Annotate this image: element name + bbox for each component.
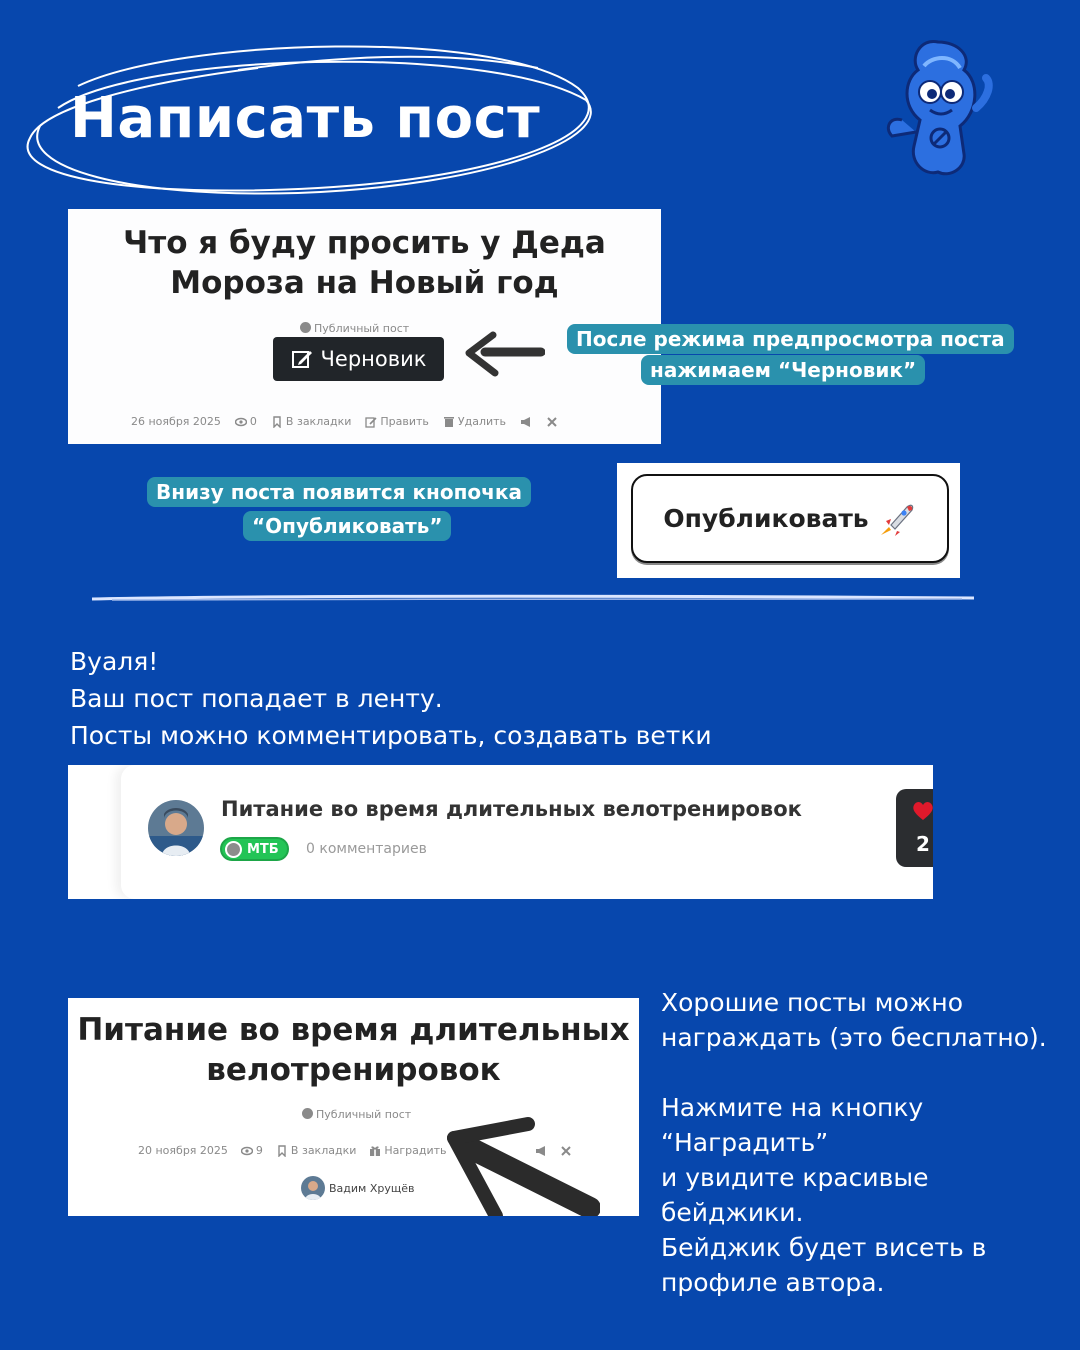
post-meta-row: [131, 415, 558, 428]
post-title-line: велотренировок: [206, 1052, 501, 1089]
visibility-label: [300, 322, 409, 335]
views-count: 9: [255, 1144, 263, 1157]
tools-icon: [546, 416, 558, 428]
intro-text: [70, 643, 712, 754]
author-link[interactable]: [301, 1176, 414, 1200]
megaphone-icon: [520, 416, 532, 428]
award-instructions: [661, 985, 1071, 1300]
bookmark-link[interactable]: [276, 1144, 356, 1157]
post-date: 20 ноября 2025: [138, 1144, 228, 1157]
publish-card: [617, 463, 960, 578]
edit-icon: [291, 348, 313, 370]
award-text-line: профиле автора.: [661, 1268, 885, 1297]
author-name: Вадим Хрущёв: [329, 1181, 415, 1195]
award-label: Наградить: [384, 1144, 447, 1157]
bookmark-icon: [276, 1145, 288, 1157]
bookmark-label: В закладки: [285, 415, 352, 428]
mascot-icon: [880, 36, 1000, 186]
award-link[interactable]: [369, 1144, 446, 1157]
avatar[interactable]: [148, 800, 204, 856]
award-text-line: Нажмите на кнопку “Наградить”: [661, 1093, 924, 1157]
edit-link[interactable]: [365, 415, 429, 428]
views-counter: [241, 1144, 263, 1157]
intro-line: Посты можно комментировать, создавать ветки: [70, 721, 712, 750]
publish-button-label: Опубликовать: [663, 504, 869, 533]
like-count: 2: [916, 831, 930, 856]
intro-line: Ваш пост попадает в ленту.: [70, 684, 443, 713]
pointer-arrow-icon: [463, 331, 545, 377]
author-avatar: [301, 1176, 325, 1200]
award-text-line: награждать (это бесплатно).: [661, 1023, 1047, 1052]
category-tag-label: МТБ: [247, 841, 279, 857]
award-text-line: и увидите красивые бейджики.: [661, 1163, 929, 1227]
draft-button[interactable]: [273, 337, 444, 381]
promote-button[interactable]: [520, 416, 532, 428]
paragraph-spacer: [661, 1055, 1071, 1090]
views-count: 0: [249, 415, 257, 428]
divider-line: [92, 594, 974, 604]
globe-icon: [300, 322, 311, 333]
award-post-card: [68, 998, 639, 1216]
rocket-icon: [877, 499, 917, 539]
post-date: 26 ноября 2025: [131, 415, 221, 428]
draft-button-label: Черновик: [320, 347, 427, 371]
feed-post-row[interactable]: [121, 765, 933, 899]
award-text-line: Бейджик будет висеть в: [661, 1233, 987, 1262]
award-text-line: Хорошие посты можно: [661, 988, 963, 1017]
edit-label: Править: [380, 415, 429, 428]
edit-icon: [365, 416, 377, 428]
delete-label: Удалить: [457, 415, 507, 428]
page-title: Написать пост: [70, 86, 541, 151]
feed-post-title[interactable]: Питание во время длительных велотренировок: [221, 797, 802, 821]
post-title: [68, 223, 661, 304]
delete-link[interactable]: [443, 415, 506, 428]
eye-icon: [241, 1145, 253, 1157]
category-tag[interactable]: [220, 837, 289, 861]
post-title-line: Питание во время длительных: [77, 1012, 630, 1048]
visibility-label: [302, 1108, 411, 1121]
publish-button[interactable]: [631, 474, 949, 563]
visibility-text: Публичный пост: [316, 1108, 412, 1121]
gift-icon: [369, 1145, 381, 1157]
pointer-arrow-icon: [440, 1116, 600, 1216]
feed-post-card: [68, 765, 933, 899]
post-title-line: Мороза на Новый год: [170, 265, 559, 302]
post-title: [68, 1010, 639, 1091]
post-title-line: Что я буду просить у Деда: [123, 225, 606, 261]
trash-icon: [443, 416, 455, 428]
bookmark-label: В закладки: [290, 1144, 357, 1157]
tools-button[interactable]: [546, 416, 558, 428]
heart-icon: [912, 801, 933, 821]
eye-icon: [235, 416, 247, 428]
callout-draft-hint: нажимаем “Черновик”: [641, 355, 925, 385]
tag-avatar-icon: [225, 841, 242, 858]
comments-link[interactable]: 0 комментариев: [306, 841, 427, 857]
callout-publish-hint: “Опубликовать”: [243, 511, 451, 541]
like-button[interactable]: [896, 789, 933, 867]
callout-publish-hint: Внизу поста появится кнопочка: [147, 477, 531, 507]
visibility-text: Публичный пост: [314, 322, 410, 335]
callout-draft-hint: После режима предпросмотра поста: [567, 324, 1014, 354]
intro-line: Вуаля!: [70, 647, 159, 676]
bookmark-icon: [271, 416, 283, 428]
bookmark-link[interactable]: [271, 415, 351, 428]
globe-icon: [302, 1108, 313, 1119]
views-counter: [235, 415, 257, 428]
